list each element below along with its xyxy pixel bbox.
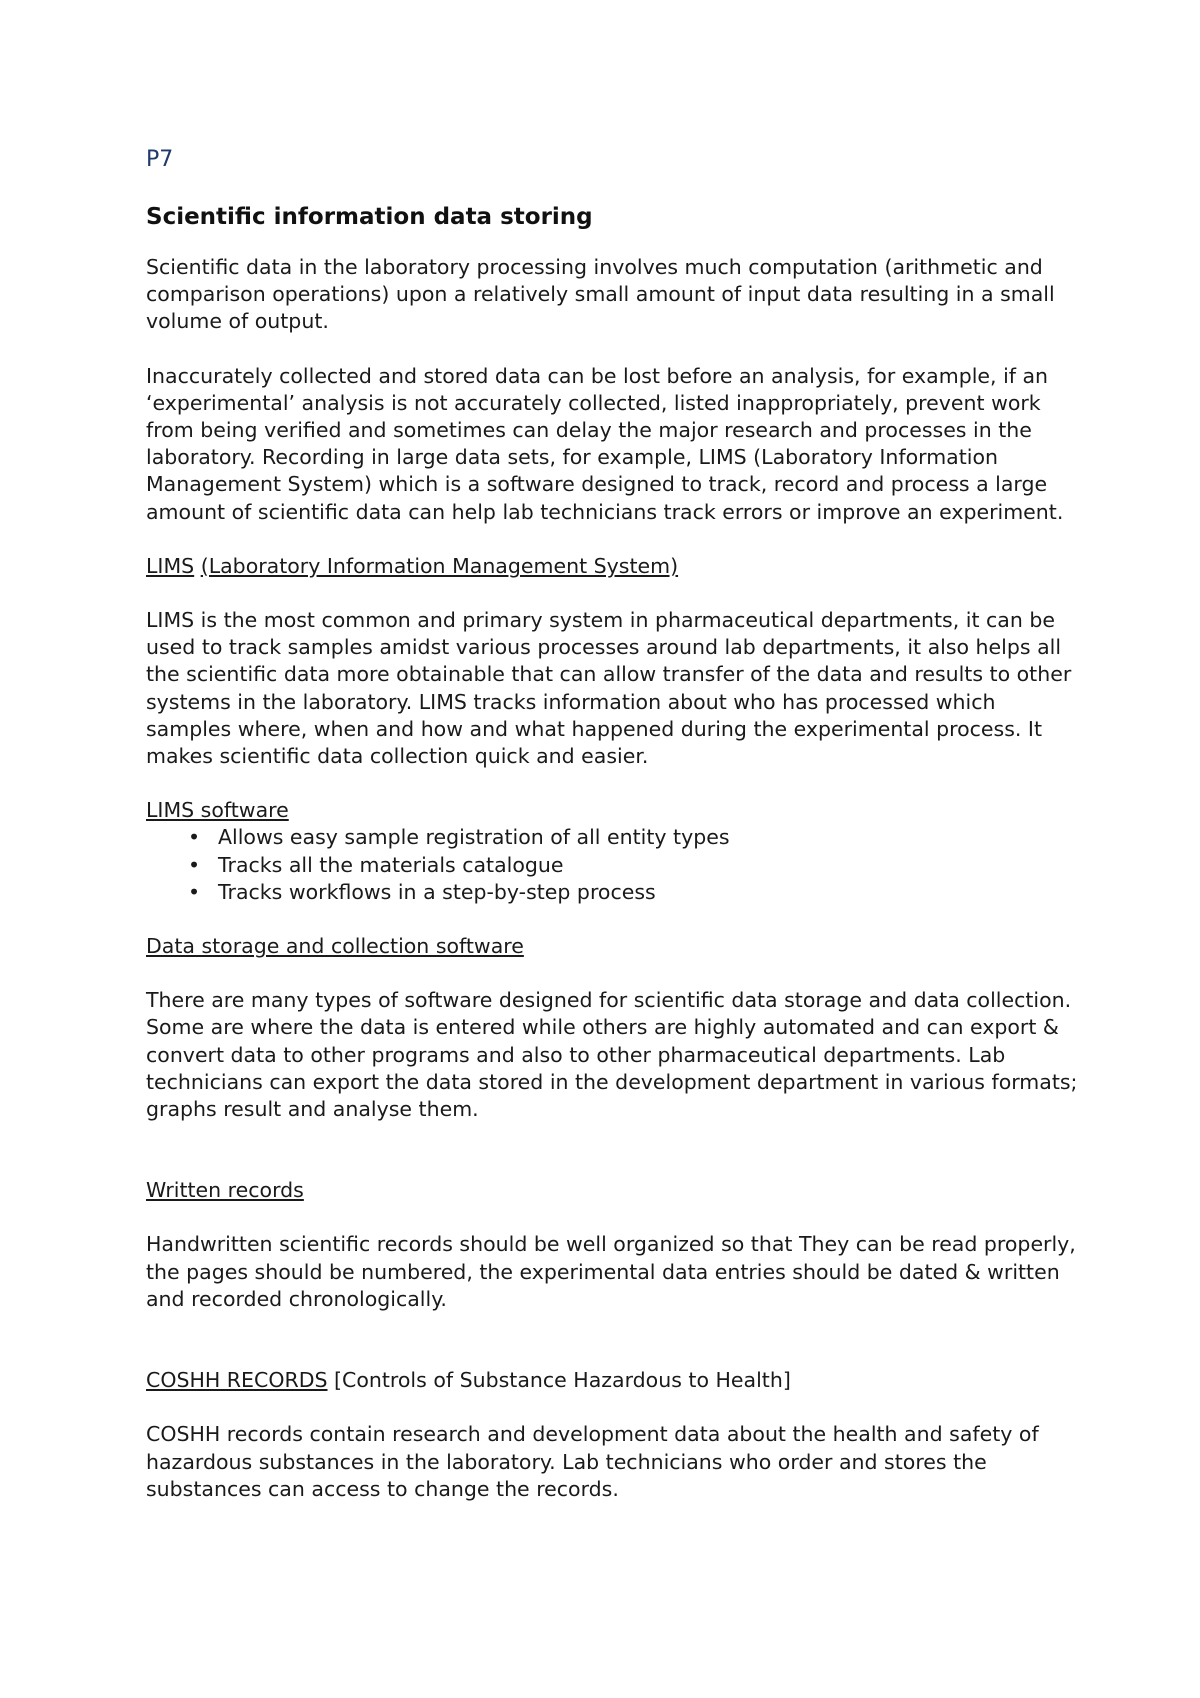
document-page — [146, 146, 1086, 1503]
list-item-text: Allows easy sample registration of all entity types — [218, 825, 730, 850]
list-item — [146, 824, 1086, 851]
lims-heading — [146, 553, 1086, 580]
coshh-heading-suffix: [Controls of Substance Hazardous to Health] — [334, 1368, 791, 1393]
written-records-heading: Written records — [146, 1178, 304, 1203]
document-title: Scientific information data storing — [146, 204, 593, 230]
lims-software-heading: LIMS software — [146, 798, 289, 823]
intro-paragraph-2: Inaccurately collected and stored data can be lost before an analysis, for example, if an ‘experimental’ analysis is not accurately collected, listed inappropriately, prevent work from being verified and sometimes can delay the major research and processes in the laboratory. Recording in large data sets, for example, LIMS (Laboratory Information Management System) which is a software designed to track, record and process a large amount of scientific data can help lab technicians track errors or improve an experiment. — [146, 363, 1064, 524]
coshh-paragraph: COSHH records contain research and development data about the health and safety of hazardous substances in the laboratory. Lab technicians who order and stores the substances can access to change the records. — [146, 1422, 1039, 1501]
data-storage-heading: Data storage and collection software — [146, 934, 524, 959]
bullet-icon: • — [188, 852, 201, 877]
lims-heading-acronym: LIMS — [146, 553, 195, 578]
written-records-paragraph: Handwritten scientific records should be well organized so that They can be read properly, the pages should be numbered, the experimental data entries should be dated & written and recorded chronologically. — [146, 1232, 1076, 1311]
page-label: P7 — [146, 147, 174, 172]
intro-paragraph-1: Scientific data in the laboratory processing involves much computation (arithmetic and comparison operations) upon a relatively small amount of input data resulting in a small volume of output. — [146, 255, 1055, 334]
lims-software-list — [146, 824, 1086, 906]
bullet-icon: • — [188, 879, 201, 904]
data-storage-paragraph: There are many types of software designed for scientific data storage and data collection. Some are where the data is entered while others are highly automated and can export & convert data to other programs and also to other pharmaceutical departments. Lab technicians can export the data stored in the development department in various formats; graphs result and analyse them. — [146, 988, 1078, 1122]
coshh-heading — [146, 1367, 1086, 1394]
bullet-icon: • — [188, 825, 201, 850]
list-item — [146, 879, 1086, 906]
coshh-heading-title: COSHH RECORDS — [146, 1368, 328, 1393]
lims-paragraph: LIMS is the most common and primary system in pharmaceutical departments, it can be used to track samples amidst various processes around lab departments, it also helps all the scientific data more obtainable that can allow transfer of the data and results to other systems in the laboratory. LIMS tracks information about who has processed which samples where, when and how and what happened during the experimental process. It makes scientific data collection quick and easier. — [146, 608, 1072, 769]
lims-heading-full: (Laboratory Information Management System) — [200, 553, 679, 578]
list-item — [146, 852, 1086, 879]
list-item-text: Tracks workflows in a step-by-step process — [218, 879, 656, 904]
list-item-text: Tracks all the materials catalogue — [218, 852, 564, 877]
